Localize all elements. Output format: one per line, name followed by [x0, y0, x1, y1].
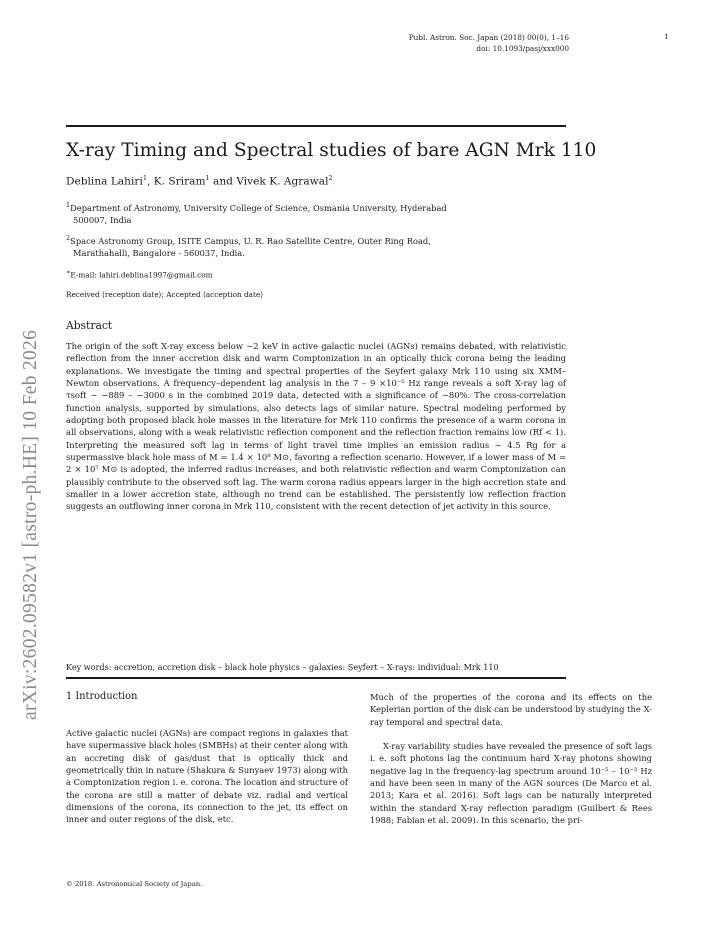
- affil-mark: 1: [66, 201, 71, 209]
- intro-paragraph-left: Active galactic nuclei (AGNs) are compact regions in galaxies that have supermassive black holes (SMBHs) at their center along with an accreting disk of gas/dust that is optically thick and geometrically thin in nature (Shakura & Sunyaev 1973) along with a Comptonization region i. e. corona. The location and structure of the corona are still a matter of debate viz. radial and vertical dimensions of the corona, its connection to the jet, its effect on inner and outer regions of the disk, etc.: [66, 728, 348, 825]
- page-number: 1: [664, 32, 669, 41]
- arxiv-stamp: arXiv:2602.09582v1 [astro-ph.HE] 10 Feb 2026: [20, 329, 41, 720]
- author-affil-mark: 1: [205, 174, 210, 182]
- section-heading: 1 Introduction: [66, 691, 138, 702]
- affil-text: Department of Astronomy, University College of Science, Osmania University, Hyderabad: [70, 202, 447, 213]
- author-separator: and: [209, 175, 237, 188]
- affil-text: Marathahalli, Bangalore - 560037, India.: [73, 247, 245, 258]
- abstract-heading: Abstract: [66, 319, 113, 332]
- email-label: E-mail:: [70, 270, 100, 280]
- corresponding-email: [66, 268, 213, 279]
- author-name: K. Sriram: [153, 175, 206, 188]
- journal-header: [409, 32, 569, 54]
- doi: doi: 10.1093/pasj/xxx000: [476, 44, 569, 53]
- author-affil-mark: 1: [142, 174, 147, 182]
- affil-text: Space Astronomy Group, ISITE Campus, U. R. Rao Satellite Centre, Outer Ring Road,: [70, 235, 431, 246]
- paper-title: X-ray Timing and Spectral studies of bare AGN Mrk 110: [66, 140, 597, 161]
- affil-text: 500007, India: [73, 214, 132, 225]
- copyright-footer: © 2018. Astronomical Society of Japan.: [66, 880, 203, 888]
- affil-mark: 2: [66, 234, 71, 242]
- email-address-link[interactable]: lahiri.deblina1997@gmail.com: [99, 270, 213, 280]
- journal-citation: Publ. Astron. Soc. Japan (2018) 00(0), 1–16: [408, 33, 569, 42]
- author-name: Deblina Lahiri: [66, 175, 143, 188]
- author-separator: ,: [146, 175, 154, 188]
- author-name: Vivek K. Agrawal: [236, 175, 329, 188]
- affiliation-2: [66, 232, 566, 259]
- author-list: [66, 174, 333, 188]
- author-affil-mark: 2: [328, 174, 333, 182]
- abstract-text: The origin of the soft X-ray excess below ∼2 keV in active galactic nuclei (AGNs) remains debated, with relativistic reflection from the inner accretion disk and warm Comptonization in an optically thick corona being the leading explanations. We investigate the timing and spectral properties of the Seyfert galaxy Mrk 110 using six XMM–Newton observations. A frequency–dependent lag analysis in the 7 – 9 ×10⁻⁵ Hz range reveals a soft X-ray lag of τsoft ∼ −889 – −3000 s in the combined 2019 data, detected with a significance of ∼80%. The cross-correlation function analysis, supported by simulations, also detects lags of similar nature. Spectral modeling performed by adopting both proposed black hole masses in the literature for Mrk 110 confirms the presence of a warm corona in all observations, along with a weak relativistic reflection component and the reflection fraction remains low (Rf < 1). Interpreting the measured soft lag in terms of light travel time implies an emission radius ∼ 4.5 Rg for a supermassive black hole mass of M = 1.4 × 10⁸ M⊙, favoring a reflection scenario. However, if a lower mass of M = 2 × 10⁷ M⊙ is adopted, the inferred radius increases, and both relativistic reflection and warm Comptonization can plausibly contribute to the observed soft lag. The warm corona radius appears larger in the high accretion state and smaller in a lower accretion state, although no trend can be established. The persistently low reflection fraction suggests an outflowing inner corona in Mrk 110, consistent with the recent detection of jet activity in this source.: [66, 341, 566, 512]
- email-mark: ∗: [66, 268, 71, 276]
- top-rule: [66, 125, 566, 127]
- keywords: Key words: accretion, accretion disk – black hole physics – galaxies: Seyfert – X-rays: individual: Mrk 110: [66, 662, 499, 672]
- affiliation-1: [66, 199, 566, 226]
- section-rule: [66, 677, 566, 679]
- intro-paragraph-right-2: X-ray variability studies have revealed the presence of soft lags i. e. soft photons lag the continuum hard X-ray photons showing negative lag in the frequency-lag spectrum around 10⁻⁵ – 10⁻³ Hz and have been seen in many of the AGN sources (De Marco et al. 2013; Kara et al. 2016). Soft lags can be naturally interpreted within the standard X-ray reflection paradigm (Guilbert & Rees 1988; Fabian et al. 2009). In this scenario, the pri-: [370, 741, 652, 826]
- intro-paragraph-right-1: Much of the properties of the corona and its effects on the Keplerian portion of the disk can be understood by studying the X-ray temporal and spectral data.: [370, 692, 652, 727]
- received-dates: Received ⟨reception date⟩; Accepted ⟨acception date⟩: [66, 290, 264, 299]
